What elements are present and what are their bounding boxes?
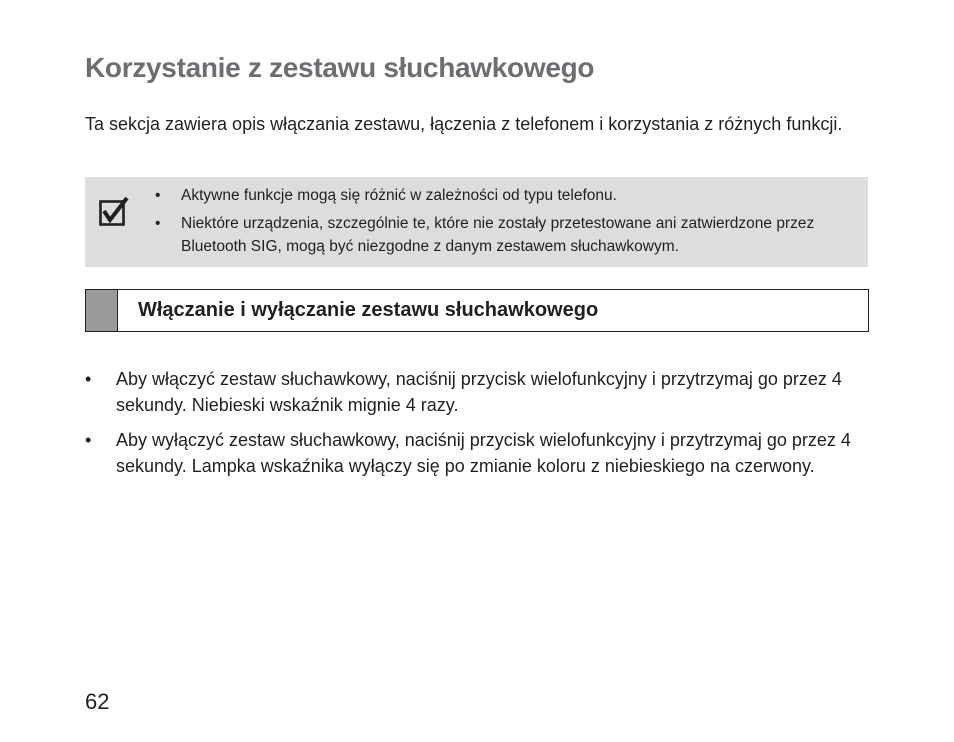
section-header [85,289,869,332]
page-number: 62 [85,689,110,714]
page-title: Korzystanie z zestawu słuchawkowego [85,52,595,83]
instruction-list [85,366,870,488]
section-tab-marker [86,290,118,331]
note-box [85,177,868,267]
list-item: • Aby włączyć zestaw słuchawkowy, naciśnij przycisk wielofunkcyjny i przytrzymaj go przez 4 sekundy. Niebieski wskaźnik mignie 4 razy. [85,366,870,418]
section-title: Włączanie i wyłączanie zestawu słuchawkowego [138,299,599,321]
note-item: • Niektóre urządzenia, szczególnie te, które nie zostały przetestowane ani zatwierdzone przez Bluetooth SIG, mogą być niezgodne z danym zestawem słuchawkowym. [155,212,860,258]
list-item: • Aby wyłączyć zestaw słuchawkowy, naciśnij przycisk wielofunkcyjny i przytrzymaj go przez 4 sekundy. Lampka wskaźnika wyłączy się po zmianie koloru z niebieskiego na czerwony. [85,427,870,479]
checkbox-check-icon [99,196,129,226]
note-item: • Aktywne funkcje mogą się różnić w zależności od typu telefonu. [155,184,860,207]
intro-paragraph: Ta sekcja zawiera opis włączania zestawu, łączenia z telefonem i korzystania z różnych funkcji. [85,114,843,134]
note-list [155,184,860,263]
